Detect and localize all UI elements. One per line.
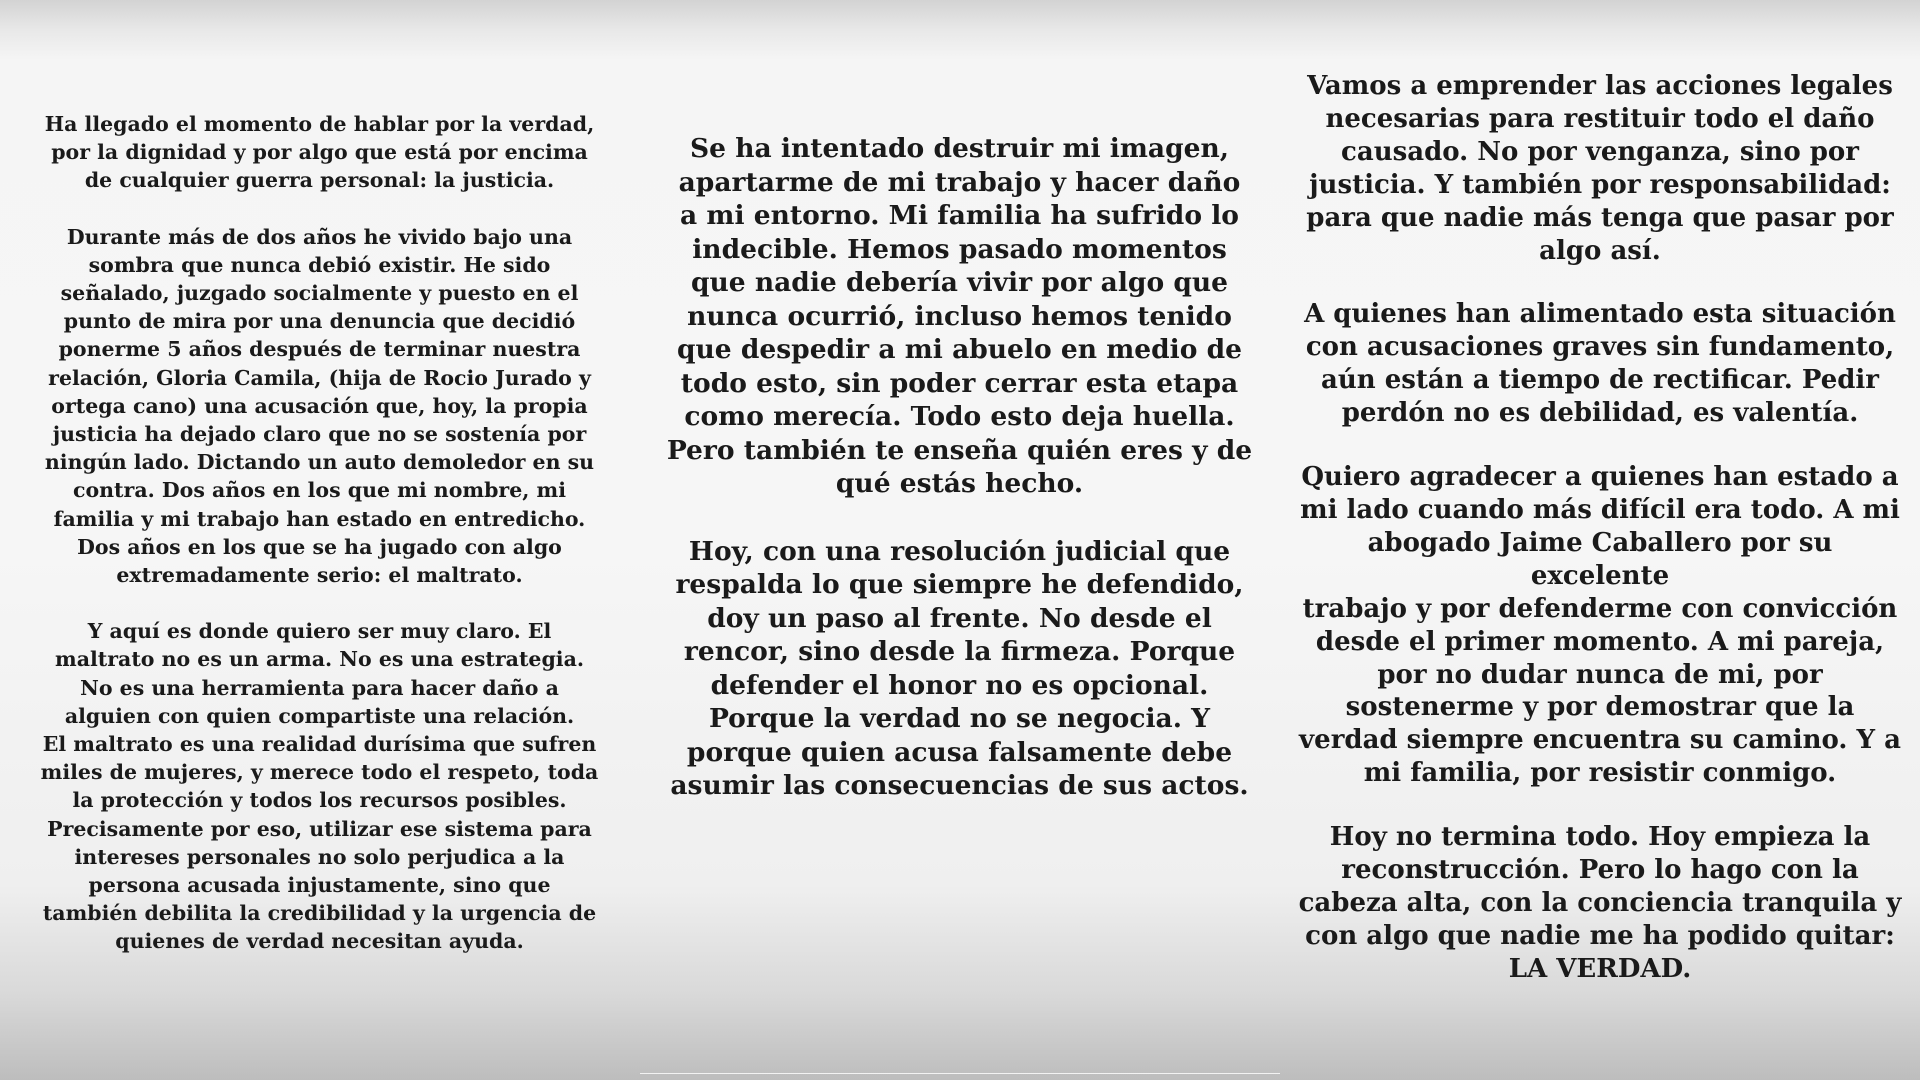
paragraph: Hoy no termina todo. Hoy empieza la reconstrucción. Pero lo hago con la cabeza alta, con la conciencia tranquila y con algo que nadie me ha podido quitar: LA VERDAD. xyxy=(1298,822,1902,984)
statement-text xyxy=(1280,70,1920,1017)
paragraph: Se ha intentado destruir mi imagen, apartarme de mi trabajo y hacer daño a mi entorno. Mi familia ha sufrido lo indecible. Hemos pasado momentos que nadie debería vivir por algo que nunca ocurrió, incluso hemos tenido que despedir a mi abuelo en medio de todo esto, sin poder cerrar esta etapa como merecía. Todo esto deja huella. Pero también te enseña quién eres y de qué estás hecho. xyxy=(666,133,1253,499)
story-panel-2 xyxy=(639,0,1280,1080)
statement-text xyxy=(0,110,639,984)
story-panel-3 xyxy=(1280,0,1920,1080)
paragraph: Quiero agradecer a quienes han estado a mi lado cuando más difícil era todo. A mi abogado Jaime Caballero por su excelente trabajo y por defenderme con convicción desde el primer momento. A mi pareja, por no dudar nunca de mi, por sostenerme y por demostrar que la verdad siempre encuentra su camino. Y a mi familia, por resistir conmigo. xyxy=(1299,462,1901,789)
paragraph: A quienes han alimentado esta situación con acusaciones graves sin fundamento, aún están a tiempo de rectificar. Pedir perdón no es debilidad, es valentía. xyxy=(1304,299,1896,429)
paragraph: Y aquí es donde quiero ser muy claro. El maltrato no es un arma. No es una estrategia. No es una herramienta para hacer daño a alguien con quien compartiste una relación. El maltrato es una realidad durísima que sufren miles de mujeres, y merece todo el respeto, toda la protección y todos los recursos posibles. Precisamente por eso, utilizar ese sistema para intereses personales no solo perjudica a la persona acusada injustamente, sino que también debilita la credibilidad y la urgencia de quienes de verdad necesitan ayuda. xyxy=(40,619,599,954)
story-panel-1 xyxy=(0,0,639,1080)
statement-text xyxy=(639,132,1280,837)
paragraph: Durante más de dos años he vivido bajo una sombra que nunca debió existir. He sido señalado, juzgado socialmente y puesto en el punto de mira por una denuncia que decidió ponerme 5 años después de terminar nuestra relación, Gloria Camila, (hija de Rocio Jurado y ortega cano) una acusación que, hoy, la propia justicia ha dejado claro que no se sostenía por ningún lado. Dictando un auto demoledor en su contra. Dos años en los que mi nombre, mi familia y mi trabajo han estado en entredicho. Dos años en los que se ha jugado con algo extremadamente serio: el maltrato. xyxy=(44,224,595,588)
paragraph: Hoy, con una resolución judicial que respalda lo que siempre he defendido, doy un paso al frente. No desde el rencor, sino desde la firmeza. Porque defender el honor no es opcional. Porque la verdad no se negocia. Y porque quien acusa falsamente debe asumir las consecuencias de sus actos. xyxy=(670,535,1249,801)
progress-indicator xyxy=(640,1073,1280,1078)
paragraph: Ha llegado el momento de hablar por la verdad, por la dignidad y por algo que está por encima de cualquier guerra personal: la justicia. xyxy=(44,112,595,193)
paragraph: Vamos a emprender las acciones legales necesarias para restituir todo el daño causado. No por venganza, sino por justicia. Y también por responsabilidad: para que nadie más tenga que pasar por algo así. xyxy=(1306,71,1894,266)
